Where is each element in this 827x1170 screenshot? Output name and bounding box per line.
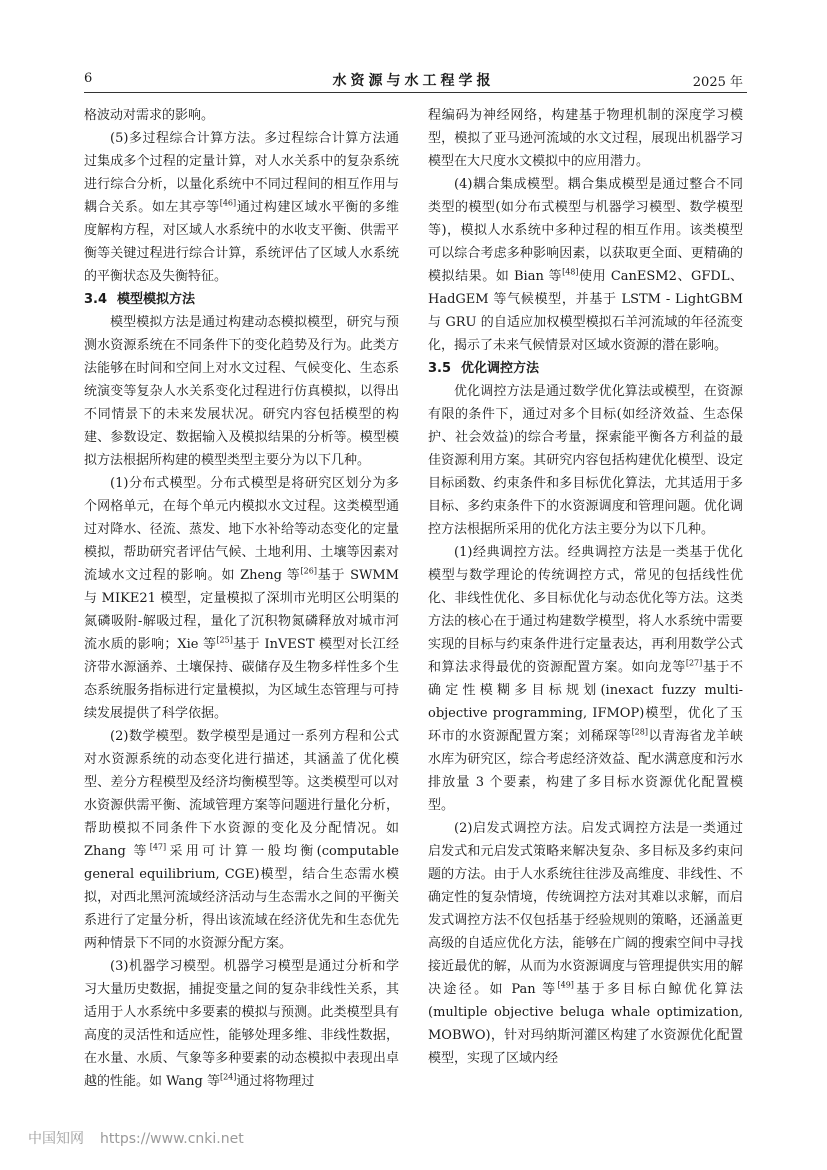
paragraph-model-simulation: 模型模拟方法是通过构建动态模拟模型，研究与预测水资源系统在不同条件下的变化趋势及行为。此类方法能够在时间和空间上对水文过程、气候变化、生态系统演变等复杂人水关系变化过程进行仿真模拟，以得出不同情景下的未来发展状况。研究内容包括模型的构建、参数设定、数据输入及模拟结果的分析等。模型模拟方法根据所构建的模型类型主要分为以下几种。: [84, 315, 399, 468]
paragraph-heuristic-control: (2)启发式调控方法。启发式调控方法是一类通过启发式和元启发式策略来解决复杂、多目标及多约束问题的方法。由于人水系统往往涉及高维度、非线性、不确定性的复杂情境，传统调控方法对其难以求解，而启发式调控方法不仅包括基于经验规则的策略，还涵盖更高级的自适应优化方法，能够在广阔的搜索空间中寻找接近最优的解，从而为水资源调度与管理提供实用的解决途径。如 Pan 等[49]基于多目标白鲸优化算法(multiple objective beluga whale optimization, MOBWO)，针对玛纳斯河灌区构建了水资源优化配置模型，实现了区域内经: [428, 821, 743, 1066]
page-number: 6: [84, 71, 93, 86]
paragraph-multi-process: (5)多过程综合计算方法。多过程综合计算方法通过集成多个过程的定量计算，对人水关系中的复杂系统进行综合分析，以量化系统中不同过程间的相互作用与耦合关系。如左其亭等[46]通过构建区域水平衡的多维度解构方程，对区域人水系统中的水收支平衡、供需平衡等关键过程进行综合计算，系统评估了区域人水系统的平衡状态及失衡特征。: [84, 131, 399, 284]
citation: [46]: [219, 198, 237, 208]
section-heading-3-5: 3.5 优化调控方法: [428, 361, 540, 376]
paragraph-math-model: (2)数学模型。数学模型是通过一系列方程和公式对水资源系统的动态变化进行描述，其涵盖了优化模型、差分方程模型及经济均衡模型等。这类模型可以对水资源供需平衡、流域管理方案等问题进行量化分析，帮助模拟不同条件下水资源的变化及分配情况。如 Zhang 等[47]采用可计算一般均衡(computable general equilibrium, CGE)模型，结合生态需水模拟，对西北黑河流域经济活动与生态需水之间的平衡关系进行了定量分析，得出该流域在经济优先和生态优先两种情景下不同的水资源分配方案。: [84, 729, 400, 951]
paragraph-distributed-model: (1)分布式模型。分布式模型是将研究区划分为多个网格单元，在每个单元内模拟水文过程。这类模型通过对降水、径流、蒸发、地下水补给等动态变化的定量模拟，帮助研究者评估气候、土地利用、土壤等因素对流域水文过程的影响。如 Zheng 等[26]基于 SWMM 与 MIKE21 模型，定量模拟了深圳市光明区公明渠的氮磷吸附-解吸过程，量化了沉积物氮磷释放对城市河流水质的影响；Xie 等[25]基于 InVEST 模型对长江经济带水源涵养、土壤保持、碳储存及生物多样性多个生态系统服务指标进行定量模拟，为区域生态管理与可持续发展提供了科学依据。: [84, 476, 399, 721]
citation: [47]: [149, 842, 167, 852]
paragraph: 格波动对需求的影响。: [84, 108, 215, 123]
journal-title: 水资源与水工程学报: [332, 73, 495, 89]
citation: [28]: [631, 727, 648, 737]
citation: [26]: [300, 566, 317, 576]
citation: [27]: [685, 658, 703, 668]
watermark-footer: [28, 1128, 244, 1148]
paragraph-ml-model: (3)机器学习模型。机器学习模型是通过分析和学习大量历史数据，捕捉变量之间的复杂非线性关系，其适用于人水系统中多要素的模拟与预测。此类模型具有高度的灵活性和适应性，能够处理多维、非线性数据，在水量、水质、气象等多种要素的动态模拟中表现出卓越的性能。如 Wang 等[24]通过将物理过: [84, 959, 399, 1089]
citation: [25]: [216, 635, 233, 645]
citation: [48]: [562, 267, 579, 277]
citation: [24]: [219, 1072, 237, 1082]
cnki-url[interactable]: https://www.cnki.net: [100, 1131, 244, 1147]
cnki-brand: 中国知网: [28, 1131, 84, 1147]
header-divider: [84, 92, 747, 93]
paragraph-classic-control: (1)经典调控方法。经典调控方法是一类基于优化模型与数学理论的传统调控方式，常见的包括线性优化、非线性优化、多目标优化与动态优化等方法。这类方法的核心在于通过构建数学模型，将人水系统中需要实现的目标与约束条件进行定量表达，再利用数学公式和算法求得最优的资源配置方案。如向龙等[27]基于不确定性模糊多目标规划(inexact fuzzy multi-objective programming, IFMOP)模型，优化了玉环市的水资源配置方案；刘稀琛等[28]以青海省龙羊峡水库为研究区，综合考虑经济效益、配水满意度和污水排放量 3 个要素，构建了多目标水资源优化配置模型。: [428, 545, 743, 813]
paragraph-coupled-model: (4)耦合集成模型。耦合集成模型是通过整合不同类型的模型(如分布式模型与机器学习模型、数学模型等)，模拟人水系统中多种过程的相互作用。该类模型可以综合考虑多种影响因素，以获取更全面、更精确的模拟结果。如 Bian 等[48]使用 CanESM2、GFDL、HadGEM 等气候模型，并基于 LSTM - LightGBM 与 GRU 的自适应加权模型模拟石羊河流域的年径流变化，揭示了未来气候情景对区域水资源的潜在影响。: [428, 177, 744, 353]
paragraph: 程编码为神经网络，构建基于物理机制的深度学习模型，模拟了亚马逊河流域的水文过程，展现出机器学习模型在大尺度水文模拟中的应用潜力。: [428, 108, 743, 169]
section-heading-3-4: 3.4 模型模拟方法: [84, 292, 196, 307]
left-column: [84, 104, 399, 1093]
paragraph-optimization: 优化调控方法是通过数学优化算法或模型，在资源有限的条件下，通过对多个目标(如经济效益、生态保护、社会效益)的综合考量，探索能平衡各方利益的最佳资源利用方案。其研究内容包括构建优化模型、设定目标函数、约束条件和多目标优化算法，尤其适用于多目标、多约束条件下的水资源调度和管理问题。优化调控方法根据所采用的优化方法主要分为以下几种。: [428, 384, 743, 537]
citation: [49]: [557, 980, 574, 990]
right-column: [428, 104, 743, 1070]
publication-year: 2025 年: [692, 75, 743, 90]
